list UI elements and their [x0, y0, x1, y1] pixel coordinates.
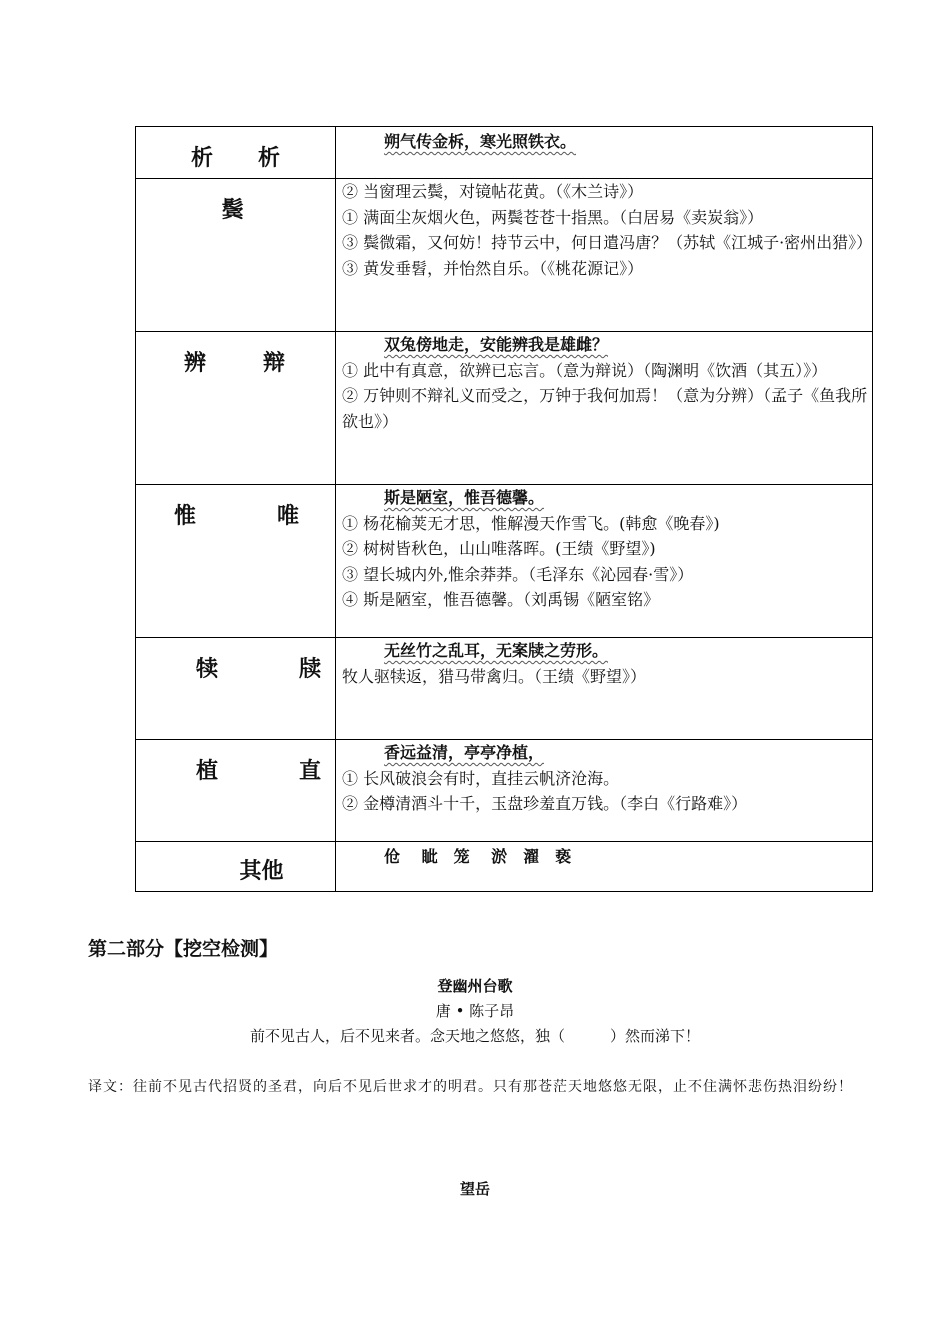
row-heading: 双兔傍地走，安能辨我是雄雌？	[384, 335, 609, 354]
row-heading: 伧 眦 笼 淤 濯 亵	[384, 847, 572, 866]
key-char-2: 直	[298, 758, 321, 784]
example-line: 牧人驱犊返，猎马带禽归。（王绩《野望》）	[342, 666, 647, 686]
example-line: ② 万钟则不辩礼义而受之，万钟于我何加焉！（意为分辨）（孟子《鱼我所欲也》）	[342, 386, 868, 431]
example-cell	[336, 485, 873, 638]
translation-text: 译文：往前不见古代招贤的圣君，向后不见后世求才的明君。只有那苍茫天地悠悠无限，止不住满怀悲伤热泪纷纷！	[88, 1079, 853, 1095]
table-row	[136, 127, 873, 179]
table-row	[136, 740, 873, 842]
key-cell	[136, 127, 336, 179]
key-char-1: 植	[196, 758, 219, 784]
row-heading: 香远益清，亭亭净植，	[384, 743, 545, 762]
key-cell	[136, 638, 336, 740]
example-line: ① 满面尘灰烟火色，两鬓苍苍十指黑。（白居易《卖炭翁》）	[342, 207, 764, 227]
example-line: ③ 黄发垂髫，并怡然自乐。（《桃花源记》）	[342, 258, 644, 278]
key-cell	[136, 179, 336, 332]
key-char-1: 辨	[184, 350, 207, 376]
example-line: ② 金樽清酒斗十千，玉盘珍羞直万钱。（李白《行路难》）	[342, 794, 748, 813]
poem-title: 望岳	[459, 1180, 490, 1198]
key-char-1: 惟	[174, 503, 197, 529]
table-row	[136, 332, 873, 485]
table-row	[136, 179, 873, 332]
row-heading: 无丝竹之乱耳，无案牍之劳形。	[384, 641, 609, 660]
key-char-2: 牍	[298, 656, 321, 682]
poem-line: 前不见古人，后不见来者。念天地之悠悠，独（ ）然而涕下！	[249, 1027, 700, 1045]
section-title: 第二部分【挖空检测】	[88, 938, 279, 960]
key-cell	[136, 332, 336, 485]
key-cell	[136, 485, 336, 638]
key-char-1: 鬓	[221, 197, 244, 223]
character-table	[135, 126, 873, 892]
table-row	[136, 485, 873, 638]
example-line: ② 树树皆秋色，山山唯落晖。(王绩《野望》)	[342, 539, 656, 558]
example-line: ① 杨花榆荚无才思，惟解漫天作雪飞。(韩愈《晚春》)	[342, 513, 720, 533]
key-cell	[136, 842, 336, 892]
example-cell	[336, 740, 873, 842]
example-cell	[336, 179, 873, 332]
poem-author: 唐 • 陈子昂	[435, 1002, 515, 1020]
key-char-1: 犊	[196, 656, 219, 682]
table-row	[136, 638, 873, 740]
example-cell	[336, 842, 873, 892]
key-char-2: 唯	[276, 503, 299, 529]
row-heading: 斯是陋室，惟吾德馨。	[384, 488, 545, 507]
key-char-1: 其他	[239, 858, 284, 884]
example-line: ① 此中有真意，欲辨已忘言。（意为辩说）（陶渊明《饮酒（其五）》）	[342, 360, 828, 380]
key-cell	[136, 740, 336, 842]
example-line: ③ 望长城内外,惟余莽莽。（毛泽东《沁园春·雪》）	[342, 564, 694, 584]
table-row	[136, 842, 873, 892]
row-heading: 朔气传金柝，寒光照铁衣。	[384, 132, 577, 151]
key-char-1: 析	[191, 145, 214, 171]
example-cell	[336, 127, 873, 179]
key-char-2: 析	[257, 145, 280, 171]
example-cell	[336, 638, 873, 740]
example-cell	[336, 332, 873, 485]
example-line: ② 当窗理云鬓，对镜帖花黄。（《木兰诗》）	[342, 182, 644, 201]
example-line: ④ 斯是陋室，惟吾德馨。（刘禹锡《陋室铭》	[342, 590, 660, 609]
example-line: ③ 鬓微霜，又何妨！持节云中，何日遣冯唐？（苏轼《江城子·密州出猎》）	[342, 233, 873, 252]
key-char-2: 辩	[262, 350, 285, 376]
poem-title: 登幽州台歌	[437, 977, 513, 995]
example-line: ① 长风破浪会有时，直挂云帆济沧海。	[342, 768, 620, 788]
